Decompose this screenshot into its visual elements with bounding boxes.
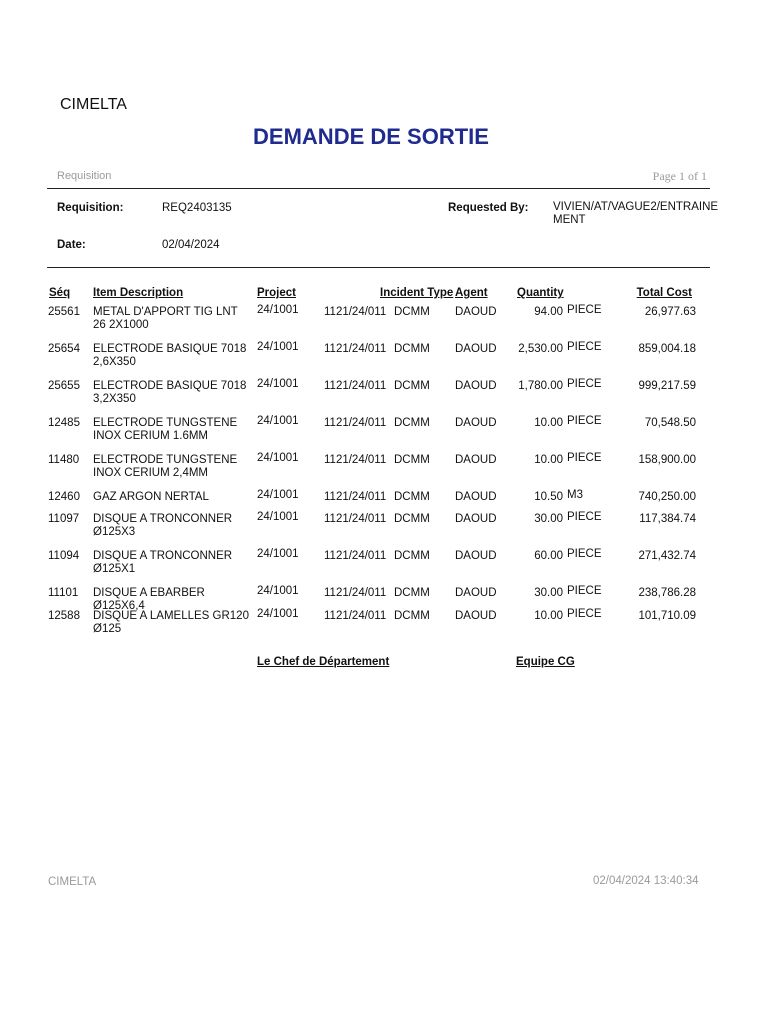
requisition-label: Requisition:: [57, 202, 124, 214]
row-total-cost: 117,384.74: [639, 513, 696, 525]
column-header-project: Project: [257, 287, 296, 299]
row-project: 24/1001: [257, 415, 299, 427]
row-account-code: 1121/24/011: [324, 380, 387, 392]
row-total-cost: 740,250.00: [638, 491, 696, 503]
footer-date: 02/04/2024: [593, 875, 651, 887]
row-incident-type: DCMM: [394, 306, 430, 318]
row-seq: 12588: [48, 610, 80, 622]
row-description: DISQUE A TRONCONNER Ø125X3: [93, 513, 233, 538]
row-project: 24/1001: [257, 378, 299, 390]
row-unit: PIECE: [567, 415, 602, 427]
row-quantity: 1,780.00: [518, 380, 563, 392]
row-project: 24/1001: [257, 608, 299, 620]
footer-timestamp: [593, 875, 699, 887]
row-quantity: 30.00: [534, 513, 563, 525]
column-header-total-cost: Total Cost: [636, 287, 692, 299]
row-account-code: 1121/24/011: [324, 610, 387, 622]
row-seq: 11480: [48, 454, 80, 466]
row-seq: 12485: [48, 417, 80, 429]
row-incident-type: DCMM: [394, 417, 430, 429]
row-agent: DAOUD: [455, 417, 497, 429]
row-incident-type: DCMM: [394, 454, 430, 466]
row-agent: DAOUD: [455, 306, 497, 318]
row-account-code: 1121/24/011: [324, 343, 387, 355]
row-seq: 11094: [48, 550, 80, 562]
row-agent: DAOUD: [455, 610, 497, 622]
row-total-cost: 271,432.74: [638, 550, 696, 562]
row-seq: 25654: [48, 343, 80, 355]
signature-team-cg: Equipe CG: [516, 656, 575, 668]
row-agent: DAOUD: [455, 587, 497, 599]
row-project: 24/1001: [257, 511, 299, 523]
row-total-cost: 101,710.09: [638, 610, 696, 622]
row-unit: PIECE: [567, 452, 602, 464]
row-unit: PIECE: [567, 511, 602, 523]
row-incident-type: DCMM: [394, 343, 430, 355]
row-account-code: 1121/24/011: [324, 306, 387, 318]
row-account-code: 1121/24/011: [324, 491, 387, 503]
row-description: DISQUE A TRONCONNER Ø125X1: [93, 550, 233, 575]
row-seq: 25561: [48, 306, 80, 318]
row-description: DISQUE A EBARBER Ø125X6,4: [93, 587, 205, 612]
row-account-code: 1121/24/011: [324, 417, 387, 429]
document-title: DEMANDE DE SORTIE: [253, 124, 489, 149]
row-account-code: 1121/24/011: [324, 513, 387, 525]
row-unit: PIECE: [567, 585, 602, 597]
row-quantity: 10.00: [534, 610, 563, 622]
company-name: CIMELTA: [60, 96, 127, 113]
row-project: 24/1001: [257, 489, 299, 501]
header-divider-top: [47, 188, 710, 189]
column-header-agent: Agent: [455, 287, 488, 299]
row-description: ELECTRODE BASIQUE 7018 2,6X350: [93, 343, 247, 368]
column-header-incident-type: Incident Type: [380, 287, 454, 299]
row-quantity: 94.00: [534, 306, 563, 318]
row-quantity: 2,530.00: [518, 343, 563, 355]
row-description: ELECTRODE TUNGSTENE INOX CERIUM 1.6MM: [93, 417, 238, 442]
row-description: ELECTRODE TUNGSTENE INOX CERIUM 2,4MM: [93, 454, 238, 479]
row-unit: PIECE: [567, 378, 602, 390]
row-agent: DAOUD: [455, 454, 497, 466]
row-description: ELECTRODE BASIQUE 7018 3,2X350: [93, 380, 247, 405]
row-quantity: 10.50: [534, 491, 563, 503]
row-incident-type: DCMM: [394, 513, 430, 525]
row-unit: PIECE: [567, 608, 602, 620]
row-total-cost: 70,548.50: [644, 417, 696, 429]
row-account-code: 1121/24/011: [324, 550, 387, 562]
row-seq: 12460: [48, 491, 80, 503]
row-description: GAZ ARGON NERTAL: [93, 491, 209, 503]
row-agent: DAOUD: [455, 513, 497, 525]
row-account-code: 1121/24/011: [324, 454, 387, 466]
row-project: 24/1001: [257, 304, 299, 316]
row-project: 24/1001: [257, 452, 299, 464]
requested-by-value: VIVIEN/AT/VAGUE2/ENTRAINE MENT: [553, 201, 719, 226]
row-total-cost: 26,977.63: [644, 306, 696, 318]
row-unit: PIECE: [567, 304, 602, 316]
column-header-seq: Séq: [49, 287, 71, 299]
column-header-quantity: Quantity: [517, 287, 564, 299]
row-seq: 25655: [48, 380, 80, 392]
row-total-cost: 238,786.28: [638, 587, 696, 599]
row-account-code: 1121/24/011: [324, 587, 387, 599]
row-project: 24/1001: [257, 548, 299, 560]
row-incident-type: DCMM: [394, 380, 430, 392]
row-quantity: 60.00: [534, 550, 563, 562]
row-quantity: 10.00: [534, 417, 563, 429]
date-label: Date:: [57, 239, 86, 251]
header-divider-bottom: [47, 267, 710, 268]
row-agent: DAOUD: [455, 380, 497, 392]
row-agent: DAOUD: [455, 550, 497, 562]
page-number: Page 1 of 1: [652, 169, 707, 183]
footer-company: CIMELTA: [48, 876, 97, 888]
requested-by-label: Requested By:: [448, 202, 529, 214]
row-agent: DAOUD: [455, 491, 497, 503]
row-incident-type: DCMM: [394, 587, 430, 599]
row-incident-type: DCMM: [394, 610, 430, 622]
row-incident-type: DCMM: [394, 550, 430, 562]
row-quantity: 10.00: [534, 454, 563, 466]
row-unit: M3: [567, 489, 583, 501]
row-total-cost: 859,004.18: [638, 343, 696, 355]
row-project: 24/1001: [257, 341, 299, 353]
row-description: DISQUE A LAMELLES GR120 Ø125: [93, 610, 249, 635]
row-seq: 11101: [48, 587, 79, 599]
requisition-value: REQ2403135: [162, 202, 232, 214]
document-type-label: Requisition: [57, 170, 112, 182]
row-description: METAL D'APPORT TIG LNT 26 2X1000: [93, 306, 238, 331]
row-unit: PIECE: [567, 341, 602, 353]
row-seq: 11097: [48, 513, 80, 525]
row-incident-type: DCMM: [394, 491, 430, 503]
row-quantity: 30.00: [534, 587, 563, 599]
row-project: 24/1001: [257, 585, 299, 597]
footer-time: 13:40:34: [653, 875, 699, 887]
row-total-cost: 158,900.00: [638, 454, 696, 466]
row-unit: PIECE: [567, 548, 602, 560]
signature-department-head: Le Chef de Département: [257, 656, 390, 668]
row-total-cost: 999,217.59: [638, 380, 696, 392]
date-value: 02/04/2024: [162, 239, 220, 251]
column-header-description: Item Description: [93, 287, 184, 299]
row-agent: DAOUD: [455, 343, 497, 355]
